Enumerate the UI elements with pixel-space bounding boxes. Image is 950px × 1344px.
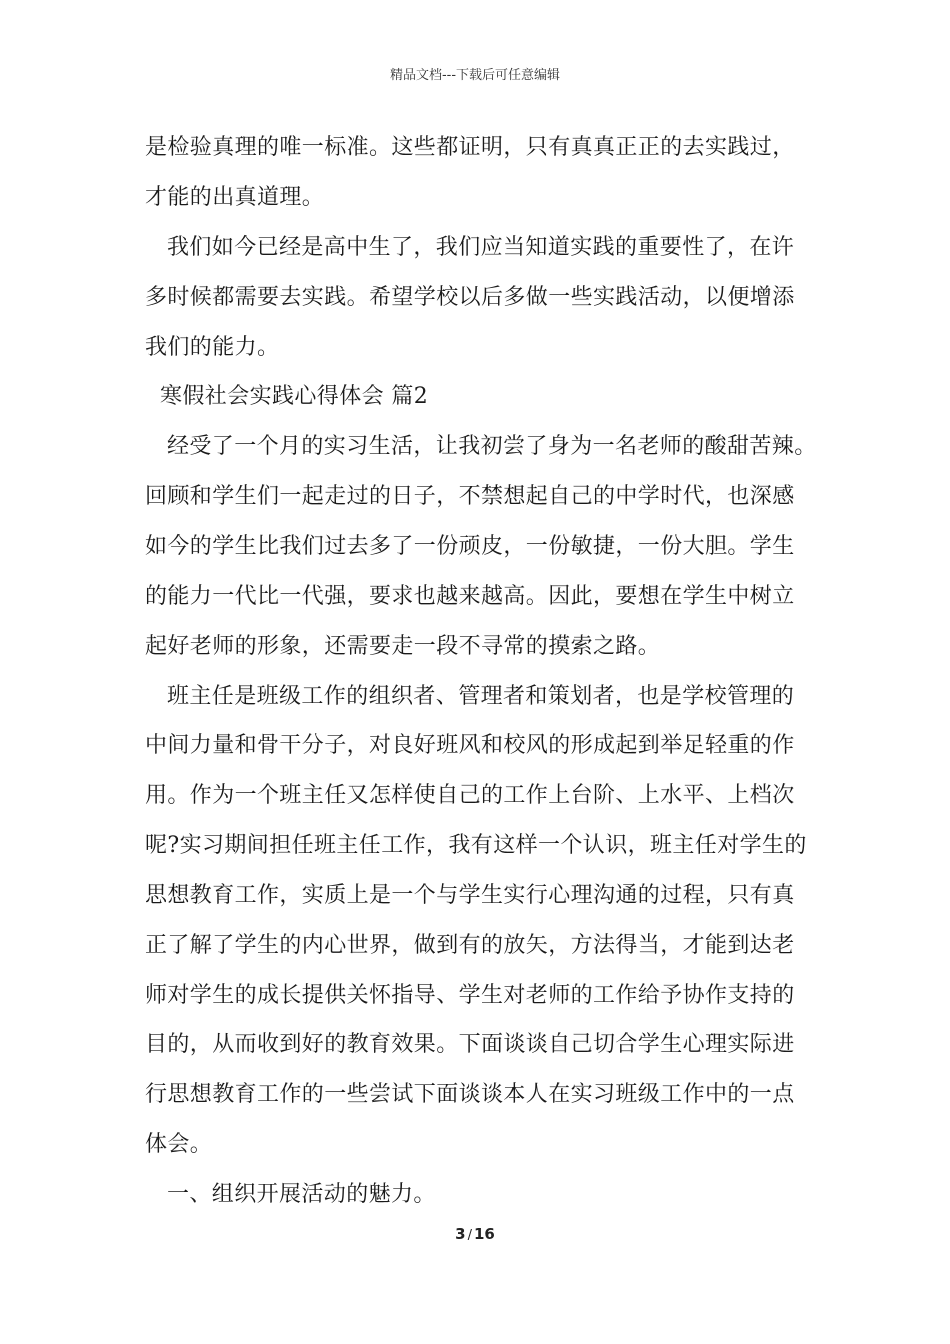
paragraph-line: 体会。 (145, 1132, 213, 1157)
paragraph-line: 经受了一个月的实习生活，让我初尝了身为一名老师的酸甜苦辣。 (167, 434, 817, 459)
total-pages: 16 (473, 1225, 495, 1243)
section-heading: 寒假社会实践心得体会 篇2 (160, 384, 429, 409)
paragraph-line: 呢?实习期间担任班主任工作，我有这样一个认识，班主任对学生的 (145, 833, 807, 858)
paragraph-line: 行思想教育工作的一些尝试下面谈谈本人在实习班级工作中的一点 (145, 1082, 795, 1107)
paragraph-line: 班主任是班级工作的组织者、管理者和策划者，也是学校管理的 (167, 684, 795, 709)
paragraph-line: 的能力一代比一代强，要求也越来越高。因此，要想在学生中树立 (145, 584, 795, 609)
paragraph-line: 回顾和学生们一起走过的日子，不禁想起自己的中学时代，也深感 (145, 484, 795, 509)
page-number (0, 1225, 950, 1243)
page-separator: / (467, 1228, 472, 1243)
paragraph-line: 才能的出真道理。 (145, 185, 325, 210)
page-header: 精品文档---下载后可任意编辑 (389, 68, 561, 83)
paragraph-line: 我们如今已经是高中生了，我们应当知道实践的重要性了，在许 (167, 235, 795, 260)
paragraph-line: 师对学生的成长提供关怀指导、学生对老师的工作给予协作支持的 (145, 983, 795, 1008)
paragraph-line: 是检验真理的唯一标准。这些都证明，只有真真正正的去实践过， (145, 135, 795, 160)
paragraph-line: 起好老师的形象，还需要走一段不寻常的摸索之路。 (145, 634, 661, 659)
paragraph-line: 中间力量和骨干分子，对良好班风和校风的形成起到举足轻重的作 (145, 733, 795, 758)
paragraph-line: 多时候都需要去实践。希望学校以后多做一些实践活动，以便增添 (145, 285, 795, 310)
paragraph-line: 目的，从而收到好的教育效果。下面谈谈自己切合学生心理实际进 (145, 1032, 795, 1057)
paragraph-line: 我们的能力。 (145, 335, 280, 360)
paragraph-line: 如今的学生比我们过去多了一份顽皮，一份敏捷，一份大胆。学生 (145, 534, 795, 559)
paragraph-line: 思想教育工作，实质上是一个与学生实行心理沟通的过程，只有真 (145, 883, 795, 908)
paragraph-line: 正了解了学生的内心世界，做到有的放矢，方法得当，才能到达老 (145, 933, 795, 958)
paragraph-line: 用。作为一个班主任又怎样使自己的工作上台阶、上水平、上档次 (145, 783, 795, 808)
section-heading: 一、组织开展活动的魅力。 (167, 1182, 436, 1207)
current-page: 3 (455, 1225, 466, 1243)
